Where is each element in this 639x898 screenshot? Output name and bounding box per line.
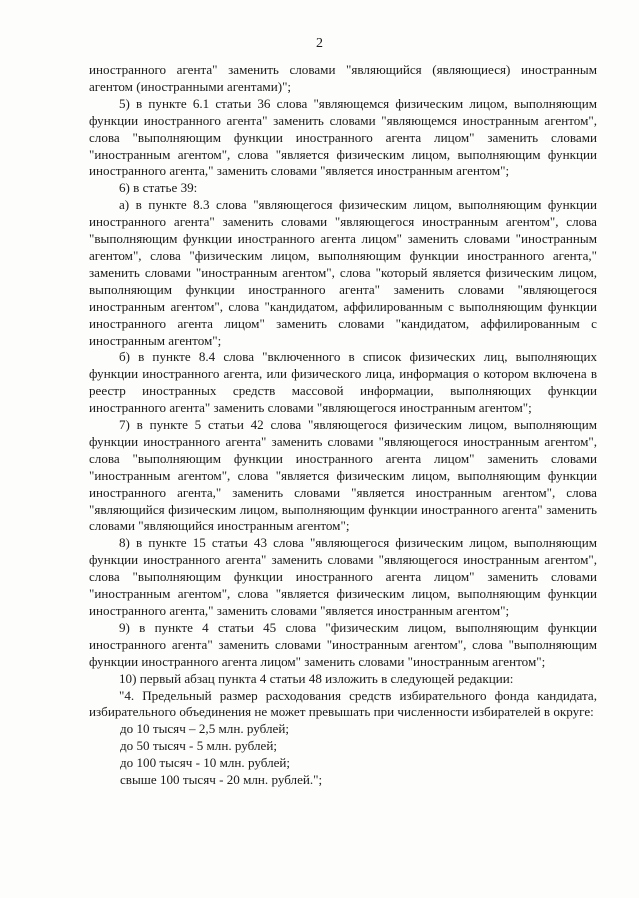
paragraph-continuation: иностранного агента" заменить словами "являющийся (являющиеся) иностранным агентом (иностранными агентами)"; [89, 62, 597, 94]
paragraph-item-6b: б) в пункте 8.4 слова "включенного в список физических лиц, выполняющих функции иностранного агента, или физического лица, информация о котором включена в реестр иностранных средств массовой информации, выполняющих функции иностранного агента" заменить словами "являющегося иностранным агентом"; [89, 349, 597, 416]
paragraph-item-10: 10) первый абзац пункта 4 статьи 48 изложить в следующей редакции: [119, 670, 514, 686]
document-body [89, 62, 597, 789]
paragraph-item-5: 5) в пункте 6.1 статьи 36 слова "являющемся физическим лицом, выполняющим функции иностранного агента" заменить словами "являющемся иностранным агентом", слова "выполняющим функции иностранного агента лицом" заменить словами "иностранным агентом", слова "является физическим лицом, выполняющим функции иностранного агента," заменить словами "является иностранным агентом"; [89, 95, 597, 179]
list-item: до 50 тысяч - 5 млн. рублей; [120, 738, 277, 754]
list-item: свыше 100 тысяч - 20 млн. рублей."; [120, 772, 323, 788]
paragraph-quoted-clause-4: "4. Предельный размер расходования средств избирательного фонда кандидата, избирательного объединения не может превышать при численности избирателей в округе: [89, 687, 597, 720]
list-item: до 10 тысяч – 2,5 млн. рублей; [120, 721, 289, 737]
paragraph-item-6: 6) в статье 39: [119, 180, 198, 196]
paragraph-item-7: 7) в пункте 5 статьи 42 слова "являющегося физическим лицом, выполняющим функции иностранного агента" заменить словами "являющегося иностранным агентом", слова "выполняющим функции иностранного агента лицом" заменить словами "иностранным агентом", слова "является физическим лицом, выполняющим функции иностранного агента," заменить словами "является иностранным агентом", слова "являющийся физическим лицом, выполняющим функции иностранного агента" заменить словами "являющийся иностранным агентом"; [89, 417, 597, 534]
paragraph-item-6a: а) в пункте 8.3 слова "являющегося физическим лицом, выполняющим функции иностранного агента" заменить словами "являющегося иностранным агентом", слова "выполняющим функции иностранного агента лицом" заменить словами "иностранным агентом", слова "физическим лицом, выполняющим функции иностранного агента," заменить словами "иностранным агентом", слова "который является физическим лицом, выполняющим функции иностранного агента" заменить словами "являющегося иностранным агентом", слова "кандидатом, аффилированным с выполняющим функции иностранного агента лицом" заменить словами "кандидатом, аффилированным с иностранным агентом"; [89, 197, 597, 348]
paragraph-item-8: 8) в пункте 15 статьи 43 слова "являющегося физическим лицом, выполняющим функции иностранного агента" заменить словами "являющегося иностранным агентом", слова "выполняющим функции иностранного агента лицом" заменить словами "иностранным агентом", слова "является физическим лицом, выполняющим функции иностранного агента," заменить словами "является иностранным агентом"; [89, 535, 597, 618]
spending-limits-list [89, 721, 597, 789]
page-number: 2 [316, 36, 323, 51]
list-item: до 100 тысяч - 10 млн. рублей; [120, 755, 291, 771]
paragraph-item-9: 9) в пункте 4 статьи 45 слова "физическим лицом, выполняющим функции иностранного агента" заменить словами "иностранным агентом", слова "выполняющим функции иностранного агента лицом" заменить словами "иностранным агентом"; [89, 619, 597, 669]
